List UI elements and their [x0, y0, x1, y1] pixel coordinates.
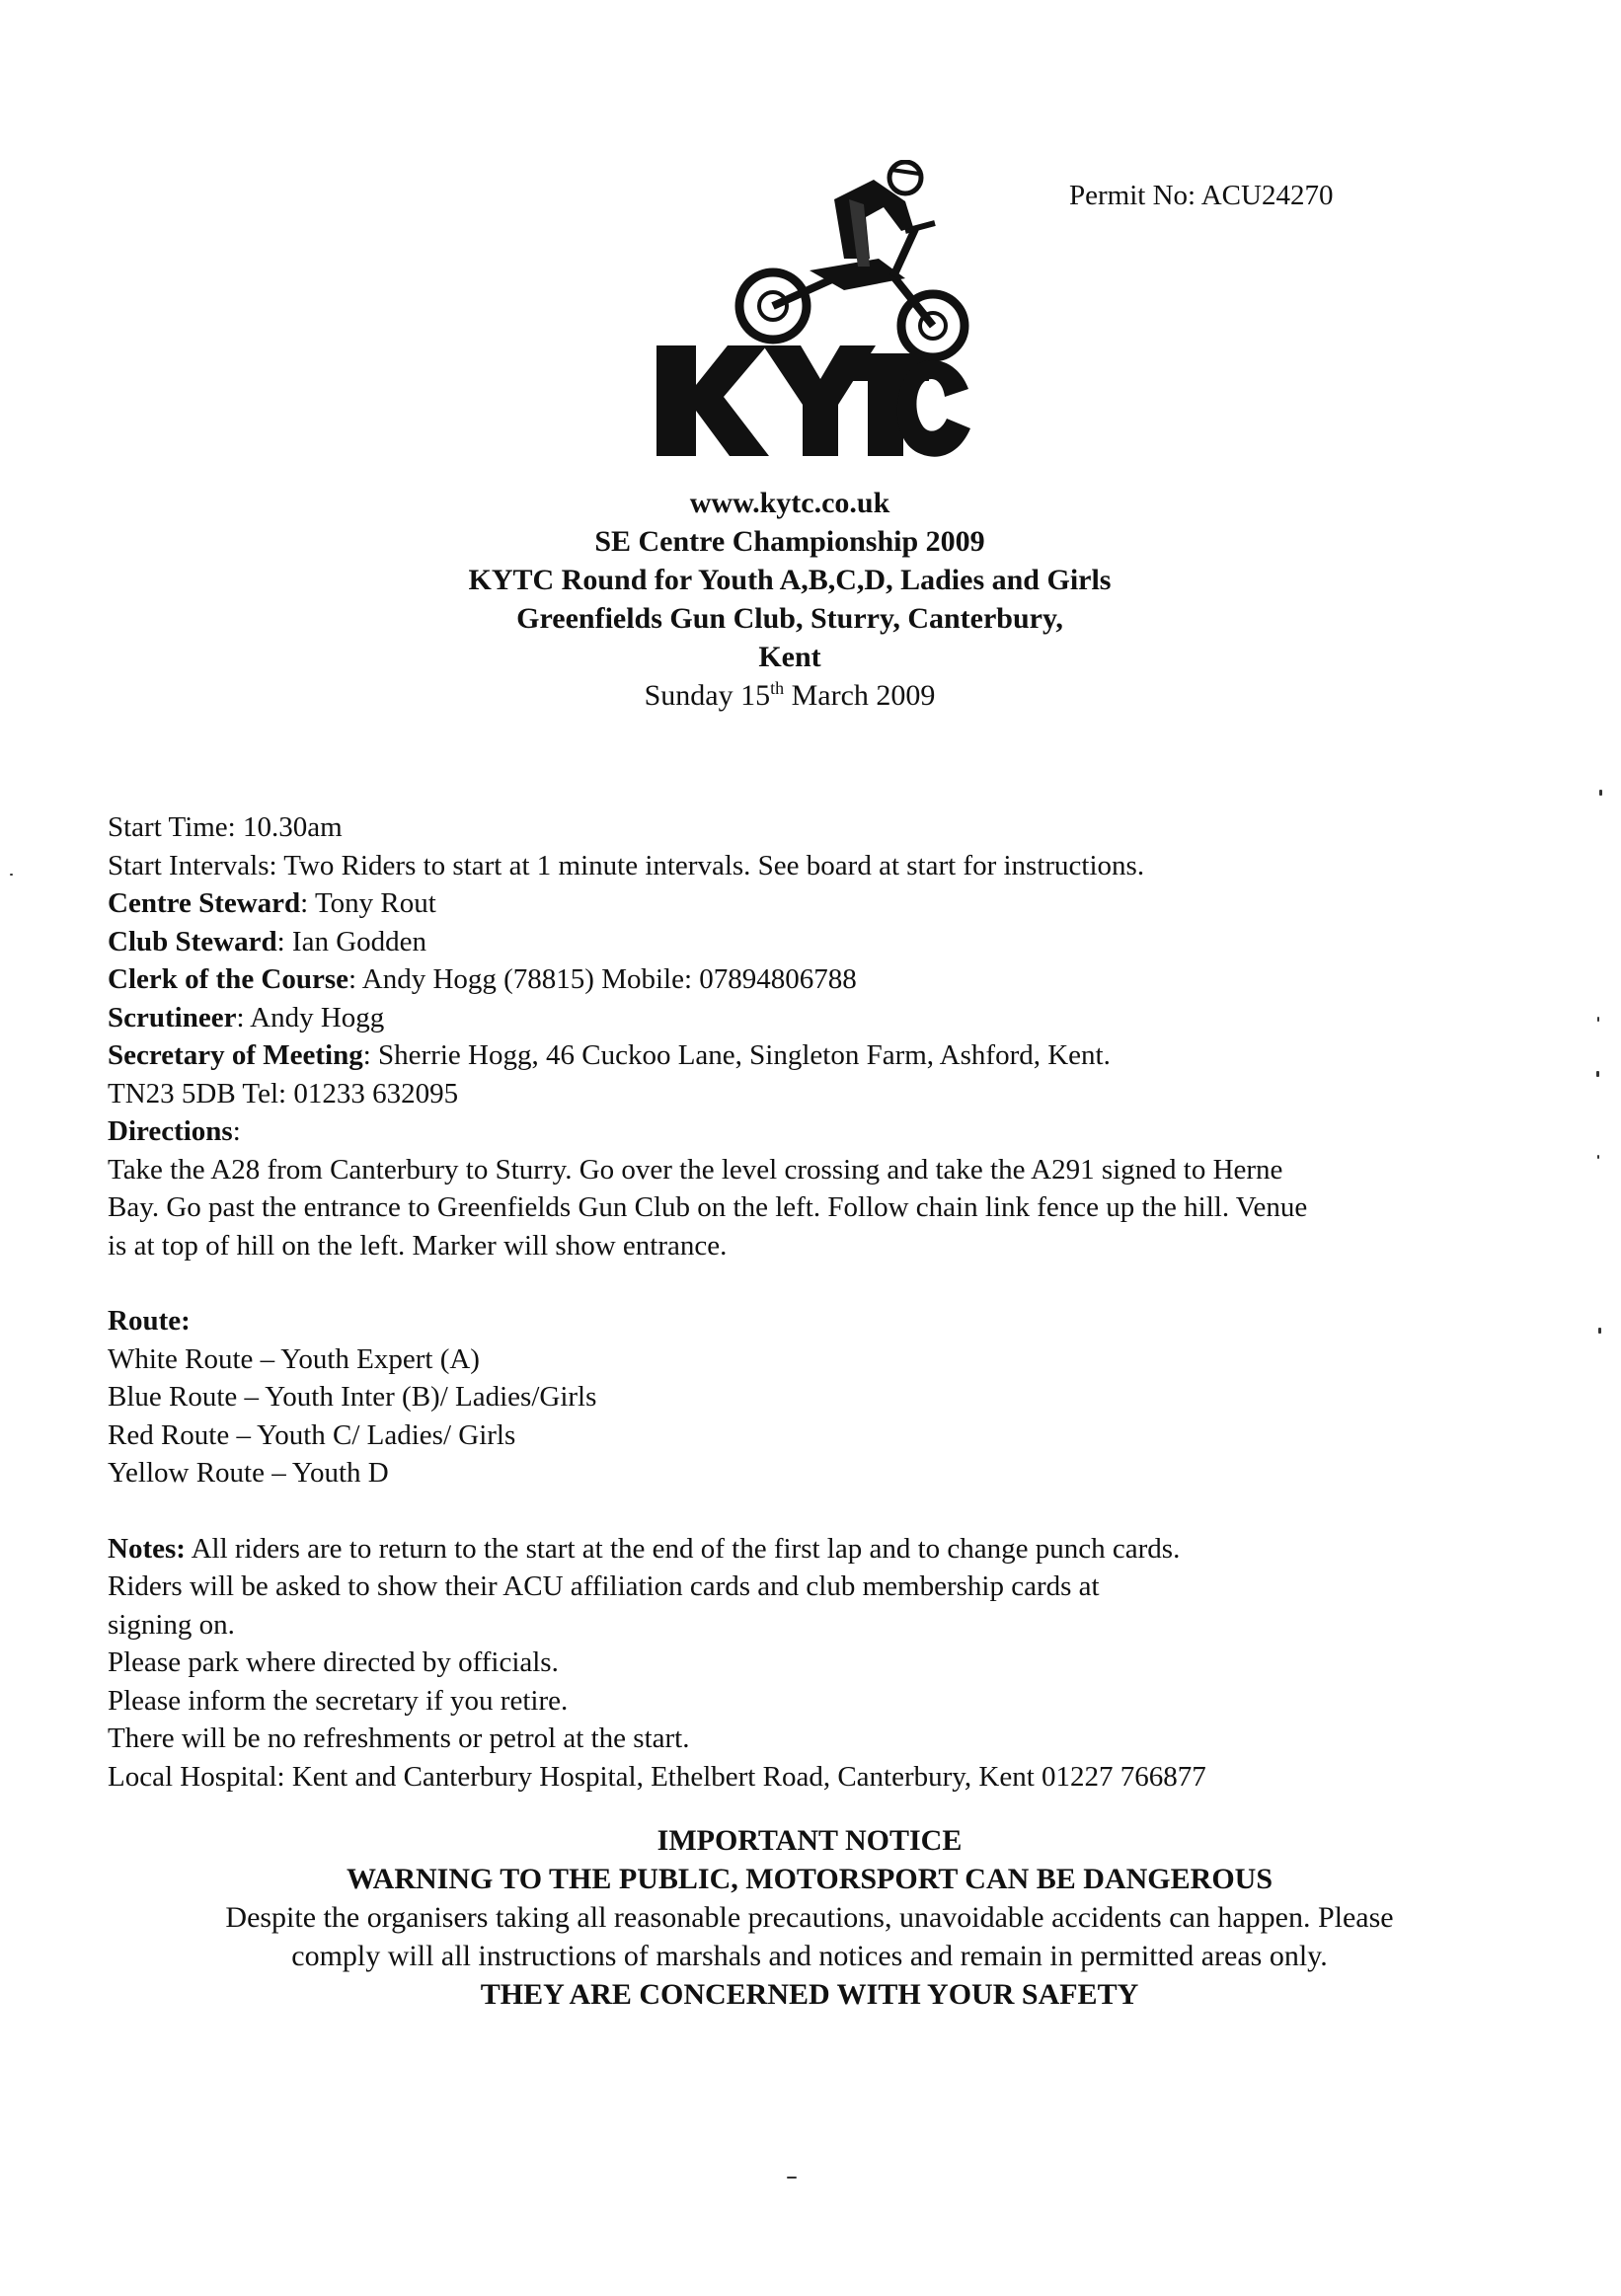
trials-rider-icon — [739, 162, 965, 357]
club-steward — [108, 923, 1529, 961]
notes-line: Please inform the secretary if you retire. — [108, 1684, 569, 1717]
directions-line: is at top of hill on the left. Marker will show entrance. — [108, 1229, 728, 1262]
county-line: Kent — [758, 641, 821, 673]
website-url: www.kytc.co.uk — [689, 487, 890, 519]
date-suffix: th — [770, 678, 785, 698]
start-time: Start Time: 10.30am — [108, 811, 343, 843]
directions-heading — [108, 1112, 1529, 1151]
secretary — [108, 1036, 1529, 1075]
clerk-label: Clerk of the Course — [108, 963, 349, 995]
notes-first-text: All riders are to return to the start at the end of the first lap and to change punch cards. — [185, 1532, 1181, 1565]
kytc-logo — [647, 160, 972, 476]
event-details — [108, 808, 1529, 1796]
directions-colon: : — [232, 1115, 241, 1147]
scrutineer — [108, 999, 1529, 1037]
secretary-value: : Sherrie Hogg, 46 Cuckoo Lane, Singleton Farm, Ashford, Kent. — [362, 1039, 1111, 1071]
club-steward-value: : Ian Godden — [276, 925, 427, 957]
route-item: Red Route – Youth C/ Ladies/ Girls — [108, 1418, 516, 1451]
start-intervals: Start Intervals: Two Riders to start at 1 minute intervals. See board at start for instructions. — [108, 849, 1145, 881]
directions-label: Directions — [108, 1115, 233, 1147]
important-notice — [118, 1821, 1501, 2014]
clerk-of-course — [108, 960, 1529, 999]
kytc-lettering — [656, 345, 970, 457]
route-heading: Route: — [108, 1305, 191, 1337]
event-date — [296, 676, 1283, 715]
directions-line: Bay. Go past the entrance to Greenfields Gun Club on the left. Follow chain link fence up the hill. Venue — [108, 1191, 1308, 1223]
centre-steward-value: : Tony Rout — [300, 887, 436, 919]
notes-label: Notes: — [108, 1532, 186, 1565]
club-steward-label: Club Steward — [108, 925, 277, 957]
route-item: Blue Route – Youth Inter (B)/ Ladies/Girls — [108, 1381, 597, 1413]
date-rest: March 2009 — [784, 679, 936, 712]
notes-line: Local Hospital: Kent and Canterbury Hospital, Ethelbert Road, Canterbury, Kent 01227 766877 — [108, 1760, 1206, 1793]
notes-line: Please park where directed by officials. — [108, 1646, 559, 1678]
championship-title: SE Centre Championship 2009 — [594, 525, 985, 558]
notice-line: comply will all instructions of marshals and notices and remain in permitted areas only. — [291, 1940, 1328, 1972]
centre-steward — [108, 884, 1529, 923]
notice-closing: THEY ARE CONCERNED WITH YOUR SAFETY — [480, 1978, 1139, 2011]
notice-title: IMPORTANT NOTICE — [656, 1824, 963, 1857]
directions-line: Take the A28 from Canterbury to Sturry. Go over the level crossing and take the A291 signed to Herne — [108, 1153, 1283, 1186]
notes-first-line — [108, 1530, 1529, 1569]
secretary-label: Secretary of Meeting — [108, 1039, 363, 1071]
notes-line: signing on. — [108, 1608, 235, 1641]
permit-number: Permit No: ACU24270 — [1069, 180, 1334, 211]
notes-line: There will be no refreshments or petrol at the start. — [108, 1722, 690, 1754]
venue-line: Greenfields Gun Club, Sturry, Canterbury, — [516, 602, 1063, 635]
route-item: Yellow Route – Youth D — [108, 1457, 389, 1489]
centre-steward-label: Centre Steward — [108, 887, 301, 919]
date-prefix: Sunday 15 — [644, 679, 771, 712]
secretary-contact: TN23 5DB Tel: 01233 632095 — [108, 1077, 459, 1110]
notice-warning: WARNING TO THE PUBLIC, MOTORSPORT CAN BE DANGEROUS — [346, 1863, 1273, 1895]
round-title: KYTC Round for Youth A,B,C,D, Ladies and Girls — [468, 564, 1112, 596]
notice-line: Despite the organisers taking all reasonable precautions, unavoidable accidents can happen. Please — [225, 1901, 1394, 1934]
notes-line: Riders will be asked to show their ACU affiliation cards and club membership cards at — [108, 1570, 1100, 1602]
clerk-value: : Andy Hogg (78815) Mobile: 07894806788 — [348, 963, 857, 995]
scrutineer-label: Scrutineer — [108, 1001, 237, 1033]
route-item: White Route – Youth Expert (A) — [108, 1342, 480, 1375]
event-header — [296, 484, 1283, 715]
scrutineer-value: : Andy Hogg — [236, 1001, 385, 1033]
